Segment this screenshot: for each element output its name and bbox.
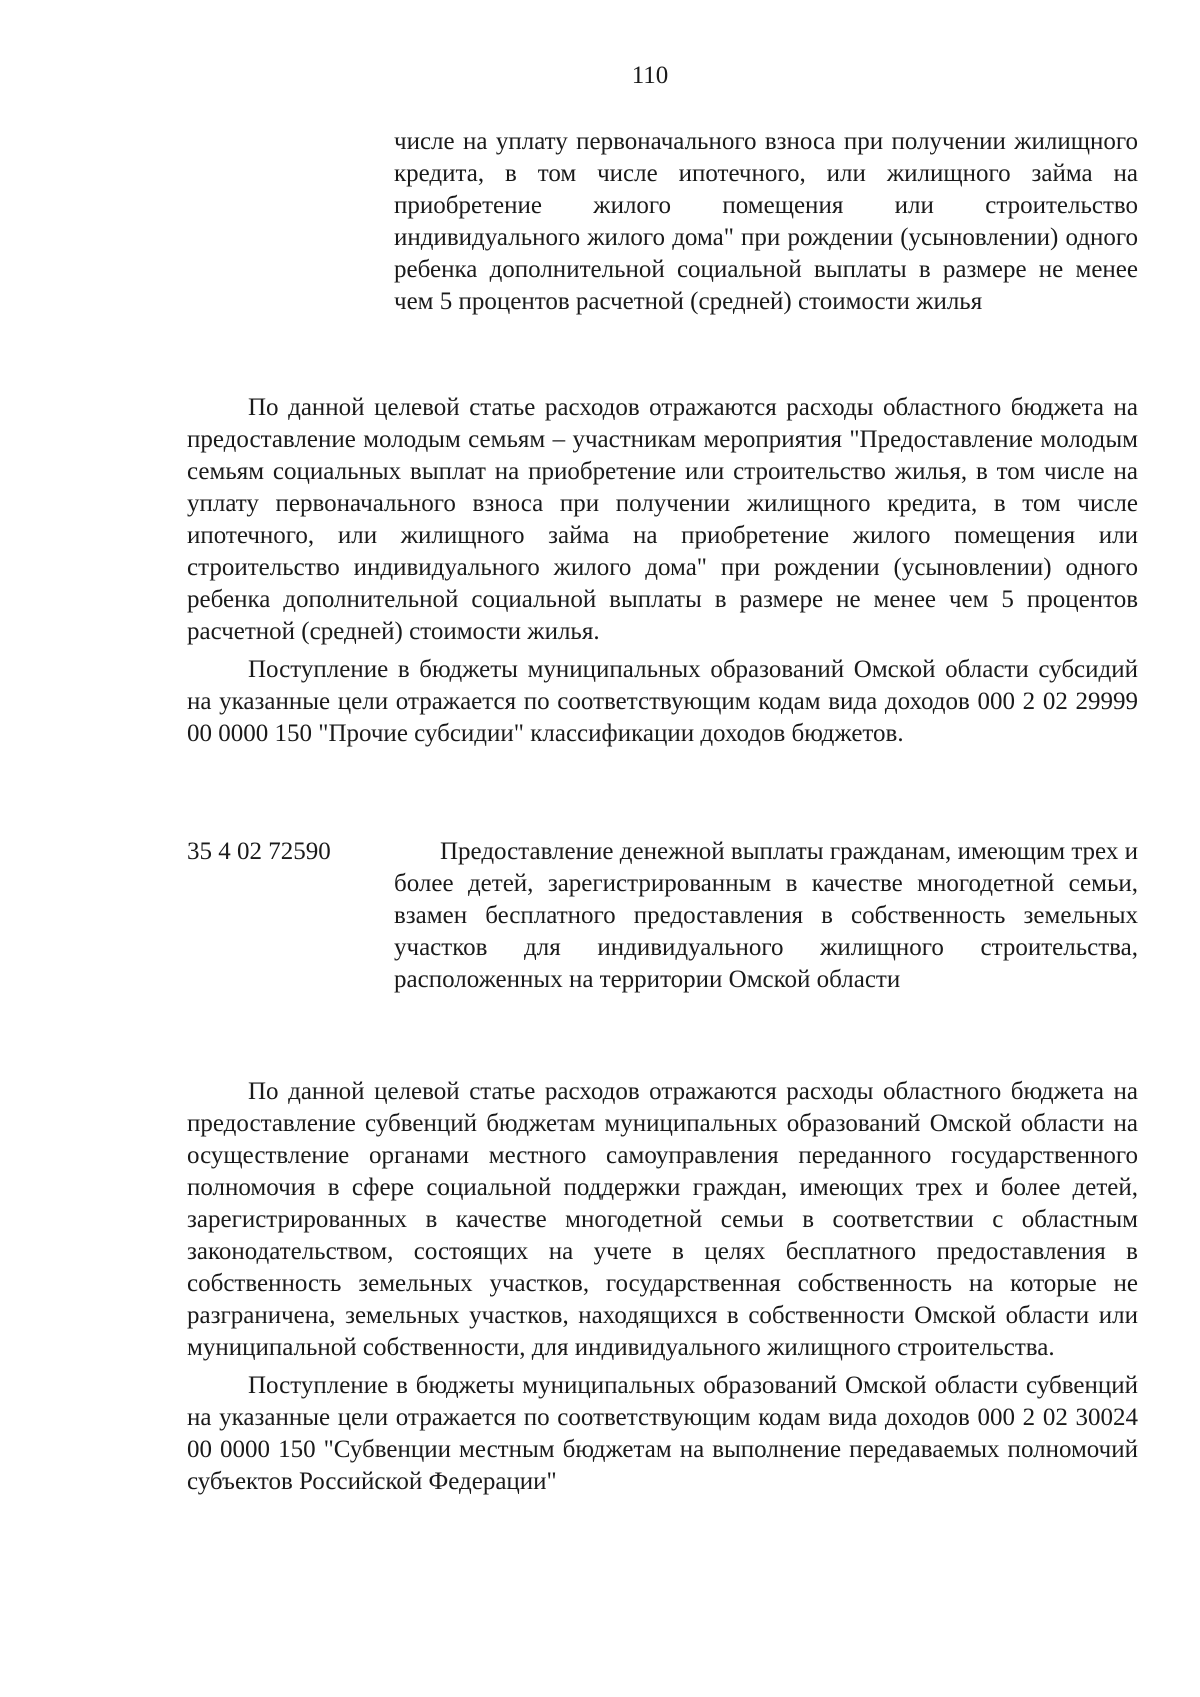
budget-item-description	[394, 836, 1138, 996]
explanation-paragraph: По данной целевой статье расходов отражаются расходы областного бюджета на предоставление субвенций бюджетам муниципальных образований Омской области на осуществление органами местного самоуправления переданного государственного полномочия в сфере социальной поддержки граждан, имеющих трех и более детей, зарегистрированных в качестве многодетной семьи в соответствии с областным законодательством, состоящих на учете в целях бесплатного предоставления в собственность земельных участков, государственная собственность на которые не разграничена, земельных участков, находящихся в собственности Омской области или муниципальной собственности, для индивидуального жилищного строительства.	[187, 1078, 1138, 1361]
description-text: Предоставление денежной выплаты гражданам, имеющим трех и более детей, зарегистрированным в качестве многодетной семьи, взамен бесплатного предоставления в собственность земельных участков для индивидуального жилищного строительства, расположенных на территории Омской области	[394, 838, 1138, 993]
page-number: 110	[631, 62, 669, 89]
explanation-paragraph: По данной целевой статье расходов отражаются расходы областного бюджета на предоставление молодым семьям – участникам мероприятия "Предоставление молодым семьям социальных выплат на приобретение или строительство жилья, в том числе на уплату первоначального взноса при получении жилищного кредита, в том числе ипотечного, или жилищного займа на приобретение жилого помещения или строительство индивидуального жилого дома" при рождении (усыновлении) одного ребенка дополнительной социальной выплаты в размере не менее чем 5 процентов расчетной (средней) стоимости жилья.	[187, 394, 1138, 645]
budget-item-description-continued	[394, 126, 1138, 318]
revenue-paragraph: Поступление в бюджеты муниципальных образований Омской области субвенций на указанные цели отражается по соответствующим кодам вида доходов 000 2 02 30024 00 0000 150 "Субвенции местным бюджетам на выполнение передаваемых полномочий субъектов Российской Федерации"	[187, 1372, 1138, 1495]
revenue-paragraph: Поступление в бюджеты муниципальных образований Омской области субсидий на указанные цели отражается по соответствующим кодам вида доходов 000 2 02 29999 00 0000 150 "Прочие субсидии" классификации доходов бюджетов.	[187, 656, 1138, 747]
description-text: числе на уплату первоначального взноса при получении жилищного кредита, в том числе ипотечного, или жилищного займа на приобретение жилого помещения или строительство индивидуального жилого дома" при рождении (усыновлении) одного ребенка дополнительной социальной выплаты в размере не менее чем 5 процентов расчетной (средней) стоимости жилья	[394, 128, 1138, 315]
explanation-section-a	[187, 392, 1138, 750]
explanation-section-b	[187, 1076, 1138, 1498]
budget-item-code: 35 4 02 72590	[187, 838, 331, 865]
